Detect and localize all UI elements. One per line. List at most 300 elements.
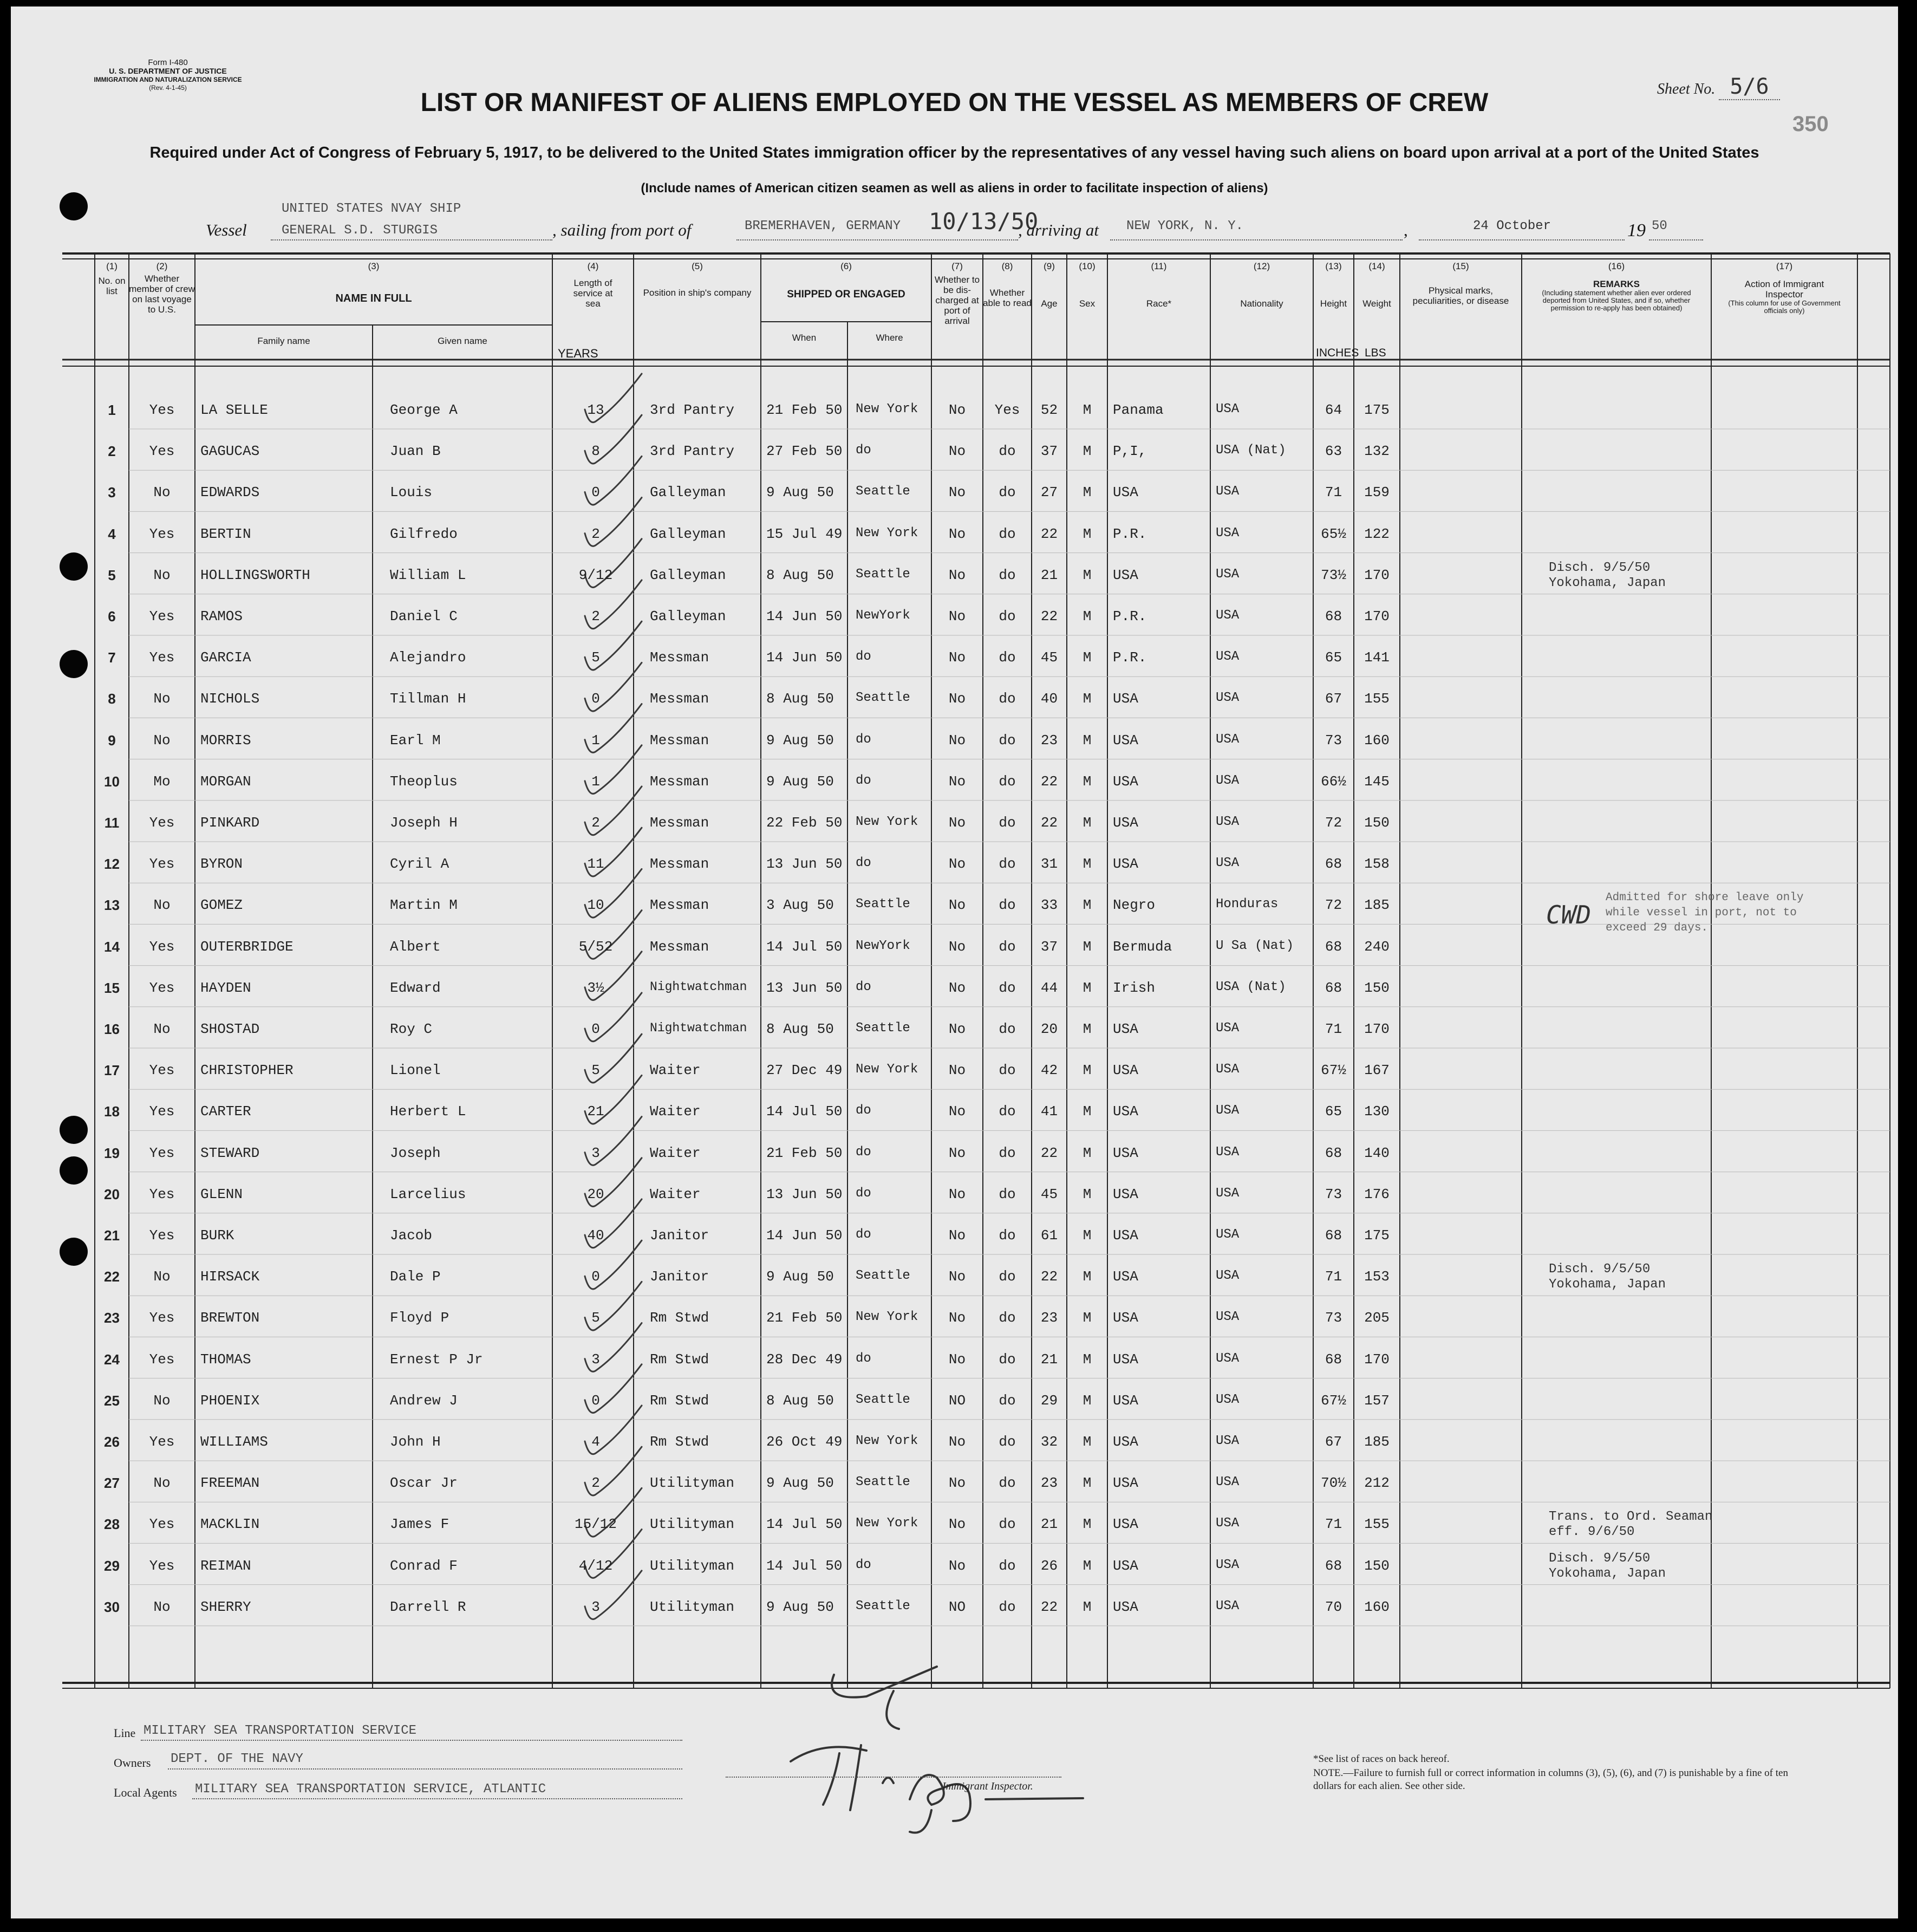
col8-header: (8) Whether able to read [983, 261, 1032, 308]
shipped-when-cell: 26 Oct 49 [766, 1434, 843, 1450]
age-cell: 22 [1040, 1144, 1058, 1161]
age-cell: 41 [1040, 1103, 1058, 1120]
weight-cell: 141 [1364, 649, 1390, 666]
nationality-cell: USA [1216, 1269, 1240, 1284]
age-cell: 29 [1040, 1392, 1058, 1409]
family-name-cell: THOMAS [200, 1351, 251, 1368]
row-number: 14 [104, 938, 120, 955]
shipped-when-cell: 9 Aug 50 [766, 1269, 834, 1285]
family-name-cell: PHOENIX [200, 1392, 260, 1409]
family-name-cell: NICHOLS [200, 691, 260, 707]
age-cell: 33 [1040, 897, 1058, 914]
shipped-where-cell: New York [856, 525, 918, 541]
family-name-cell: FREEMAN [200, 1475, 260, 1492]
sex-cell: M [1083, 525, 1092, 542]
age-cell: 22 [1040, 525, 1058, 542]
sex-cell: M [1083, 856, 1092, 873]
age-cell: 21 [1040, 567, 1058, 583]
shipped-where-cell: do [856, 649, 871, 665]
family-name-cell: GLENN [200, 1186, 243, 1202]
position-cell: Messman [650, 732, 709, 749]
years-service-cell: 5/52 [578, 938, 613, 955]
col13-unit: INCHES [1316, 347, 1359, 359]
crew-member-cell: No [153, 1269, 171, 1285]
shipped-when-cell: 14 Jul 50 [766, 1557, 843, 1574]
weight-cell: 145 [1364, 773, 1390, 790]
form-number: Form I-480 [148, 58, 188, 67]
able-to-read-cell: do [999, 1103, 1016, 1120]
crew-member-cell: No [153, 484, 171, 501]
given-name-cell: Lionel [390, 1062, 441, 1079]
remark-text: Trans. to Ord. Seaman eff. 9/6/50 [1549, 1510, 1713, 1540]
able-to-read-cell: do [999, 691, 1016, 707]
given-name-cell: Alejandro [390, 649, 466, 666]
sailing-date: 10/13/50 [929, 208, 1039, 235]
discharged-cell: No [948, 815, 966, 831]
weight-cell: 130 [1364, 1103, 1390, 1120]
position-cell: Rm Stwd [650, 1434, 709, 1450]
position-cell: Waiter [650, 1103, 701, 1120]
weight-cell: 170 [1364, 608, 1390, 625]
family-name-cell: GOMEZ [200, 897, 243, 914]
height-cell: 71 [1325, 1516, 1342, 1533]
col1-header: (1) No. on list [98, 261, 126, 296]
age-cell: 23 [1040, 732, 1058, 749]
height-cell: 73 [1325, 1186, 1342, 1202]
crew-member-cell: Yes [149, 402, 175, 418]
subtitle-statute: Required under Act of Congress of February 5, 1917, to be delivered to the United States immigration officer by the representatives of any vessel having such aliens on board upon arrival at a port of the United States [149, 144, 1759, 161]
col7-header: (7) Whether to be dis-charged at port of arrival [934, 261, 980, 326]
able-to-read-cell: do [999, 1227, 1016, 1244]
discharged-cell: No [948, 443, 966, 460]
years-service-cell: 0 [591, 1269, 600, 1285]
shipped-when-cell: 14 Jul 50 [766, 1516, 843, 1533]
age-cell: 22 [1040, 1598, 1058, 1615]
crew-member-cell: Yes [149, 1310, 175, 1326]
race-cell: P.R. [1113, 649, 1147, 666]
nationality-cell: USA [1216, 1598, 1240, 1614]
position-cell: Galleyman [650, 608, 726, 625]
shipped-when-cell: 3 Aug 50 [766, 897, 834, 914]
subtitle-instructions: (Include names of American citizen seamen as well as aliens in order to facilitate inspection of aliens) [641, 181, 1268, 196]
family-name-cell: MACKLIN [200, 1516, 260, 1533]
discharged-cell: No [948, 1557, 966, 1574]
weight-cell: 185 [1364, 897, 1390, 914]
years-service-cell: 13 [587, 402, 604, 418]
able-to-read-cell: do [999, 649, 1016, 666]
race-cell: Irish [1113, 979, 1156, 996]
height-cell: 73 [1325, 1310, 1342, 1326]
shipped-when-cell: 9 Aug 50 [766, 1475, 834, 1492]
position-cell: Janitor [650, 1227, 709, 1244]
position-cell: Galleyman [650, 484, 726, 501]
years-service-cell: 5 [591, 649, 600, 666]
discharged-cell: No [948, 1227, 966, 1244]
shipped-where-cell: do [856, 1186, 871, 1201]
given-name-cell: Cyril A [390, 856, 449, 873]
crew-member-cell: Yes [149, 1351, 175, 1368]
given-name-cell: Ernest P Jr [390, 1351, 483, 1368]
crew-member-cell: Mo [153, 773, 171, 790]
row-number: 2 [108, 443, 116, 460]
able-to-read-cell: do [999, 1598, 1016, 1615]
given-name-cell: Larcelius [390, 1186, 466, 1202]
shipped-when-cell: 21 Feb 50 [766, 402, 843, 418]
sex-cell: M [1083, 732, 1092, 749]
discharged-cell: No [948, 979, 966, 996]
sex-cell: M [1083, 815, 1092, 831]
shipped-when-cell: 9 Aug 50 [766, 732, 834, 749]
age-cell: 45 [1040, 649, 1058, 666]
shipped-when-cell: 14 Jul 50 [766, 938, 843, 955]
year-suffix: 50 [1652, 219, 1667, 233]
crew-member-cell: No [153, 691, 171, 707]
crew-member-cell: No [153, 897, 171, 914]
years-service-cell: 0 [591, 1021, 600, 1037]
able-to-read-cell: do [999, 897, 1016, 914]
crew-member-cell: Yes [149, 1557, 175, 1574]
position-cell: Waiter [650, 1186, 701, 1202]
able-to-read-cell: do [999, 773, 1016, 790]
given-name-cell: Juan B [390, 443, 441, 460]
height-cell: 72 [1325, 897, 1342, 914]
family-name-cell: OUTERBRIDGE [200, 938, 294, 955]
position-cell: Messman [650, 897, 709, 914]
discharged-cell: No [948, 1186, 966, 1202]
binder-hole [60, 192, 88, 220]
given-name-cell: James F [390, 1516, 449, 1533]
given-name-cell: Theoplus [390, 773, 458, 790]
line-label: Line [114, 1726, 136, 1740]
able-to-read-cell: do [999, 856, 1016, 873]
shipped-when-cell: 9 Aug 50 [766, 1598, 834, 1615]
race-cell: USA [1113, 1310, 1138, 1326]
remark-text: Disch. 9/5/50 Yokohama, Japan [1549, 1262, 1666, 1292]
height-cell: 64 [1325, 402, 1342, 418]
given-name-cell: John H [390, 1434, 441, 1450]
discharged-cell: No [948, 856, 966, 873]
discharged-cell: No [948, 525, 966, 542]
race-cell: USA [1113, 1186, 1138, 1202]
shipped-where-cell: Seattle [856, 484, 910, 499]
age-cell: 26 [1040, 1557, 1058, 1574]
shipped-when-cell: 21 Feb 50 [766, 1310, 843, 1326]
age-cell: 20 [1040, 1021, 1058, 1037]
sex-cell: M [1083, 691, 1092, 707]
shipped-when-cell: 8 Aug 50 [766, 567, 834, 583]
binder-hole [60, 1238, 88, 1266]
age-cell: 42 [1040, 1062, 1058, 1079]
position-cell: Galleyman [650, 525, 726, 542]
col3-header: NAME IN FULL [335, 292, 412, 304]
nationality-cell: USA [1216, 1186, 1240, 1201]
able-to-read-cell: do [999, 1144, 1016, 1161]
sex-cell: M [1083, 649, 1092, 666]
sex-cell: M [1083, 1351, 1092, 1368]
inspector-label: Immigrant Inspector. [942, 1780, 1033, 1792]
able-to-read-cell: do [999, 567, 1016, 583]
race-cell: USA [1113, 1516, 1138, 1533]
penalty-note: NOTE.—Failure to furnish full or correct information in columns (3), (5), (6), and (7) is punishable by a fine of ten dollars for each alien. See other side. [1313, 1767, 1788, 1792]
crew-member-cell: Yes [149, 979, 175, 996]
race-cell: USA [1113, 1392, 1138, 1409]
col11-header: (11) Race* [1146, 261, 1172, 309]
years-service-cell: 40 [587, 1227, 604, 1244]
discharged-cell: No [948, 1269, 966, 1285]
row-number: 27 [104, 1475, 120, 1492]
discharged-cell: No [948, 897, 966, 914]
nationality-cell: USA [1216, 1103, 1240, 1118]
row-number: 5 [108, 567, 116, 583]
col5-header: (5) Position in ship's company [643, 261, 752, 298]
shipped-where-cell: Seattle [856, 1269, 910, 1284]
row-number: 25 [104, 1392, 120, 1409]
height-cell: 67½ [1321, 1062, 1346, 1079]
family-name-cell: WILLIAMS [200, 1434, 268, 1450]
weight-cell: 176 [1364, 1186, 1390, 1202]
height-cell: 68 [1325, 856, 1342, 873]
shipped-where-cell: Seattle [856, 897, 910, 912]
given-name-cell: Herbert L [390, 1103, 466, 1120]
age-cell: 21 [1040, 1516, 1058, 1533]
position-cell: Nightwatchman [650, 1021, 747, 1035]
weight-cell: 132 [1364, 443, 1390, 460]
years-service-cell: 3 [591, 1144, 600, 1161]
nationality-cell: USA [1216, 1227, 1240, 1242]
given-name-cell: Tillman H [390, 691, 466, 707]
nationality-cell: USA [1216, 1351, 1240, 1366]
able-to-read-cell: do [999, 1269, 1016, 1285]
years-service-cell: 1 [591, 773, 600, 790]
family-name-cell: SHERRY [200, 1598, 251, 1615]
shipped-where-cell: Seattle [856, 691, 910, 706]
row-number: 19 [104, 1144, 120, 1161]
crew-member-cell: Yes [149, 608, 175, 625]
years-service-cell: 5 [591, 1062, 600, 1079]
col6-header: SHIPPED OR ENGAGED [787, 289, 905, 300]
able-to-read-cell: do [999, 1434, 1016, 1450]
height-cell: 68 [1325, 608, 1342, 625]
family-name-cell: HIRSACK [200, 1269, 260, 1285]
nationality-cell: USA [1216, 1557, 1240, 1572]
row-number: 3 [108, 484, 116, 501]
age-cell: 44 [1040, 979, 1058, 996]
shipped-where-cell: do [856, 1351, 871, 1366]
row-number: 16 [104, 1021, 120, 1037]
given-name-cell: Louis [390, 484, 433, 501]
shipped-when-cell: 13 Jun 50 [766, 979, 843, 996]
agents-value: MILITARY SEA TRANSPORTATION SERVICE, ATLANTIC [195, 1782, 546, 1797]
shipped-when-cell: 9 Aug 50 [766, 773, 834, 790]
position-cell: Messman [650, 856, 709, 873]
nationality-cell: USA [1216, 1310, 1240, 1325]
given-name-cell: Joseph H [390, 815, 458, 831]
height-cell: 67½ [1321, 1392, 1346, 1409]
position-cell: Rm Stwd [650, 1351, 709, 1368]
nationality-cell: Honduras [1216, 897, 1279, 912]
sex-cell: M [1083, 773, 1092, 790]
row-number: 9 [108, 732, 116, 749]
race-cell: USA [1113, 691, 1138, 707]
years-service-cell: 2 [591, 525, 600, 542]
shipped-where-cell: do [856, 443, 871, 458]
race-cell: P.R. [1113, 525, 1147, 542]
height-cell: 70½ [1321, 1475, 1346, 1492]
crew-member-cell: Yes [149, 443, 175, 460]
weight-cell: 122 [1364, 525, 1390, 542]
able-to-read-cell: do [999, 1475, 1016, 1492]
form-revision: (Rev. 4-1-45) [149, 84, 187, 92]
crew-member-cell: Yes [149, 1103, 175, 1120]
row-number: 28 [104, 1516, 120, 1533]
height-cell: 68 [1325, 1351, 1342, 1368]
nationality-cell: USA [1216, 773, 1240, 788]
given-name-cell: Dale P [390, 1269, 441, 1285]
height-cell: 71 [1325, 1021, 1342, 1037]
shipped-when-cell: 28 Dec 49 [766, 1351, 843, 1368]
row-number: 17 [104, 1062, 120, 1079]
col3-number: (3) [368, 261, 380, 271]
age-cell: 22 [1040, 773, 1058, 790]
sailing-port: BREMERHAVEN, GERMANY [745, 219, 901, 233]
shipped-where-cell: New York [856, 1062, 918, 1077]
line-value: MILITARY SEA TRANSPORTATION SERVICE [144, 1723, 417, 1738]
races-note: *See list of races on back hereof. [1313, 1753, 1450, 1765]
family-name-cell: GAGUCAS [200, 443, 260, 460]
position-cell: Utilityman [650, 1475, 735, 1492]
sex-cell: M [1083, 1434, 1092, 1450]
discharged-cell: No [948, 1475, 966, 1492]
years-service-cell: 2 [591, 815, 600, 831]
agents-label: Local Agents [114, 1786, 177, 1799]
given-name-cell: Albert [390, 938, 441, 955]
weight-cell: 155 [1364, 1516, 1390, 1533]
discharged-cell: No [948, 1351, 966, 1368]
weight-cell: 150 [1364, 1557, 1390, 1574]
able-to-read-cell: do [999, 1516, 1016, 1533]
able-to-read-cell: do [999, 484, 1016, 501]
sex-cell: M [1083, 1144, 1092, 1161]
weight-cell: 170 [1364, 567, 1390, 583]
years-service-cell: 0 [591, 1392, 600, 1409]
sex-cell: M [1083, 1269, 1092, 1285]
discharged-cell: No [948, 1021, 966, 1037]
family-name-cell: CHRISTOPHER [200, 1062, 294, 1079]
shipped-where-cell: NewYork [856, 938, 910, 953]
discharged-cell: No [948, 773, 966, 790]
discharged-cell: No [948, 567, 966, 583]
family-name-cell: MORRIS [200, 732, 251, 749]
shipped-where-cell: Seattle [856, 567, 910, 582]
crew-member-cell: No [153, 567, 171, 583]
height-cell: 68 [1325, 938, 1342, 955]
row-number: 15 [104, 979, 120, 996]
sex-cell: M [1083, 1392, 1092, 1409]
shipped-when-cell: 22 Feb 50 [766, 815, 843, 831]
years-service-cell: 11 [587, 856, 604, 873]
sex-cell: M [1083, 1598, 1092, 1615]
able-to-read-cell: Yes [994, 402, 1020, 418]
sheet-number: 5/6 [1719, 74, 1779, 100]
weight-cell: 170 [1364, 1021, 1390, 1037]
family-name-cell: MORGAN [200, 773, 251, 790]
row-number: 30 [104, 1598, 120, 1615]
able-to-read-cell: do [999, 1062, 1016, 1079]
crew-member-cell: Yes [149, 815, 175, 831]
age-cell: 22 [1040, 815, 1058, 831]
col2-header: (2) Whether member of crew on last voyage to U.S. [129, 261, 195, 315]
nationality-cell: USA [1216, 1062, 1240, 1077]
able-to-read-cell: do [999, 1186, 1016, 1202]
discharged-cell: No [948, 1434, 966, 1450]
years-service-cell: 10 [587, 897, 604, 914]
row-number: 22 [104, 1269, 120, 1285]
position-cell: Utilityman [650, 1516, 735, 1533]
department-name: U. S. DEPARTMENT OF JUSTICE [109, 67, 227, 75]
height-cell: 68 [1325, 1144, 1342, 1161]
years-service-cell: 4/12 [578, 1557, 613, 1574]
able-to-read-cell: do [999, 1021, 1016, 1037]
sex-cell: M [1083, 608, 1092, 625]
crew-member-cell: Yes [149, 1227, 175, 1244]
able-to-read-cell: do [999, 979, 1016, 996]
sheet-number-label: Sheet No. 5/6 [1657, 74, 1780, 99]
height-cell: 68 [1325, 1557, 1342, 1574]
weight-cell: 160 [1364, 732, 1390, 749]
shipped-when-cell: 21 Feb 50 [766, 1144, 843, 1161]
age-cell: 23 [1040, 1475, 1058, 1492]
height-cell: 73 [1325, 732, 1342, 749]
shipped-when-cell: 27 Feb 50 [766, 443, 843, 460]
col14-header: (14) Weight [1362, 261, 1391, 309]
col6b-header: Where [876, 333, 903, 343]
shipped-where-cell: Seattle [856, 1598, 910, 1614]
sex-cell: M [1083, 1310, 1092, 1326]
crew-member-cell: Yes [149, 1186, 175, 1202]
vessel-name-line1: UNITED STATES NVAY SHIP [282, 201, 461, 216]
family-name-cell: REIMAN [200, 1557, 251, 1574]
position-cell: Waiter [650, 1144, 701, 1161]
shipped-when-cell: 15 Jul 49 [766, 525, 843, 542]
height-cell: 67 [1325, 1434, 1342, 1450]
discharged-cell: No [948, 938, 966, 955]
row-number: 8 [108, 691, 116, 707]
race-cell: USA [1113, 1144, 1138, 1161]
col12-header: (12) Nationality [1240, 261, 1283, 309]
binder-hole [60, 650, 88, 678]
owners-value: DEPT. OF THE NAVY [171, 1752, 303, 1766]
discharged-cell: No [948, 484, 966, 501]
family-name-cell: EDWARDS [200, 484, 260, 501]
given-name-cell: Edward [390, 979, 441, 996]
owners-label: Owners [114, 1756, 151, 1770]
sex-cell: M [1083, 567, 1092, 583]
years-service-cell: 4 [591, 1434, 600, 1450]
row-number: 18 [104, 1103, 120, 1120]
shipped-where-cell: New York [856, 1516, 918, 1531]
page-title: LIST OR MANIFEST OF ALIENS EMPLOYED ON THE VESSEL AS MEMBERS OF CREW [420, 88, 1489, 117]
sex-cell: M [1083, 979, 1092, 996]
position-cell: Messman [650, 938, 709, 955]
given-name-cell: Jacob [390, 1227, 433, 1244]
position-cell: Galleyman [650, 567, 726, 583]
crew-member-cell: Yes [149, 1516, 175, 1533]
sex-cell: M [1083, 1475, 1092, 1492]
col4-unit: YEARS [558, 347, 598, 360]
col17-header: (17) Action of Immigrant Inspector (This column for use of Government officials only) [1728, 261, 1841, 315]
crew-member-cell: Yes [149, 525, 175, 542]
age-cell: 37 [1040, 938, 1058, 955]
